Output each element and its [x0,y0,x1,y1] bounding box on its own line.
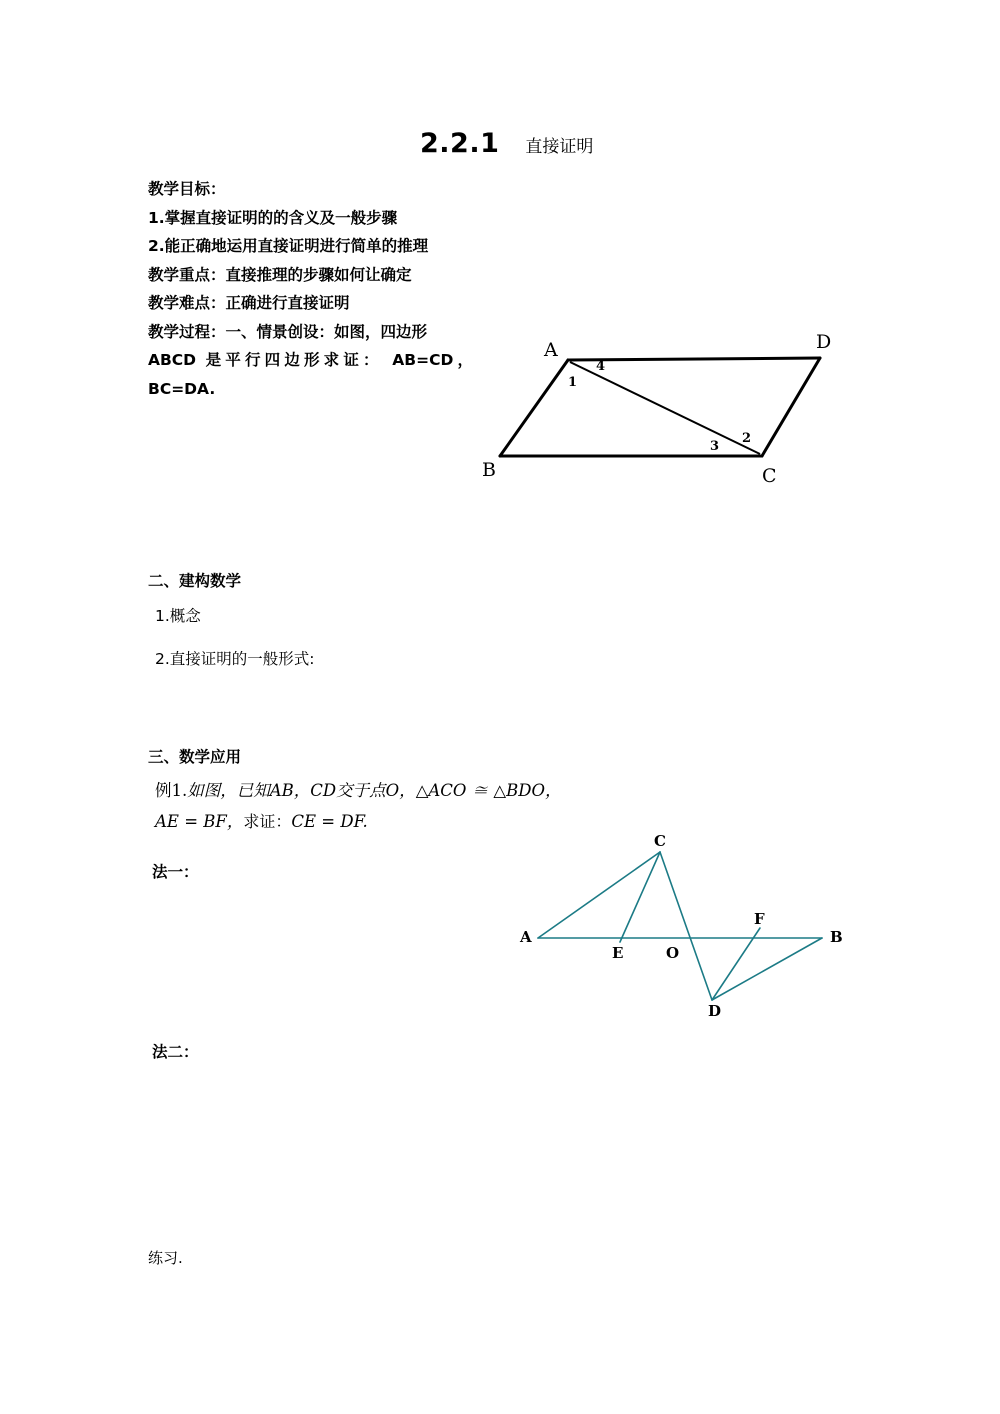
triangle-lines [538,852,822,1000]
difficult-point: 教学难点：正确进行直接证明 [148,294,350,312]
example-fragment-ruto: 如图， [187,781,237,800]
angle-label-4: 4 [596,359,606,374]
process-line-2: ABCD 是平行四边形求证： AB=CD， [148,351,473,369]
figure-intersecting-triangles [520,830,870,1020]
section-3-heading: 三、数学应用 [148,748,242,766]
process-line-3: BC=DA. [148,379,216,398]
page-title [420,128,593,159]
method-one-label: 法一： [152,863,199,881]
angle-label-1: 1 [568,375,578,390]
example-fragment-intersect: 交于点 [336,781,386,800]
example-fragment-known: 已知 [236,781,270,800]
point-label-b: B [830,928,843,946]
point-label-e: E [612,944,624,962]
angle-labels [568,359,751,454]
example-line-2 [155,806,562,837]
section-2-item-1: 1.概念 [155,607,201,625]
vertex-label-c: C [762,465,777,487]
figure2-labels [519,832,843,1020]
line-db [712,938,822,1000]
objective-1: 1.掌握直接证明的的含义及一般步骤 [148,208,398,227]
point-label-d: D [708,1002,722,1020]
objectives-heading: 教学目标： [148,180,226,198]
vertex-label-a: A [544,339,558,361]
example-fragment-o: O， [385,781,416,800]
title-text: 直接证明 [525,137,594,157]
figure-parallelogram [480,320,860,490]
point-label-a: A [520,928,532,946]
example-fragment-congruence: △ACO ≅ △BDO， [415,781,562,800]
vertex-label-d: D [816,331,832,353]
example-fragment-ce-df: CE = DF. [291,812,368,831]
point-label-c: C [654,832,666,850]
parallelogram-outline [500,358,820,456]
title-number: 2.2.1 [420,128,500,159]
vertex-label-b: B [482,459,496,481]
section-2-item-2: 2.直接证明的一般形式: [155,650,315,668]
angle-label-2: 2 [742,431,752,446]
diagonal-ac [570,362,760,454]
practice-label: 练习. [148,1249,183,1267]
example-line-1 [155,775,562,806]
example-text [155,775,562,837]
method-two-label: 法二： [152,1043,199,1061]
angle-label-3: 3 [710,439,720,454]
section-2-heading: 二、建构数学 [148,572,242,590]
point-label-f: F [754,910,765,928]
example-fragment-ab-cd: AB，CD [269,781,337,800]
line-cd [660,852,712,1000]
key-point: 教学重点：直接推理的步骤如何让确定 [148,265,412,284]
objective-2: 2.能正确地运用直接证明进行简单的推理 [148,237,429,255]
example-fragment-ae-bf: AE = BF， [155,812,244,831]
example-label: 例1. [155,781,188,800]
process-line-1: 教学过程：一、情景创设：如图，四边形 [148,322,428,341]
example-fragment-prove: 求证： [243,812,292,831]
point-label-o: O [666,944,680,962]
